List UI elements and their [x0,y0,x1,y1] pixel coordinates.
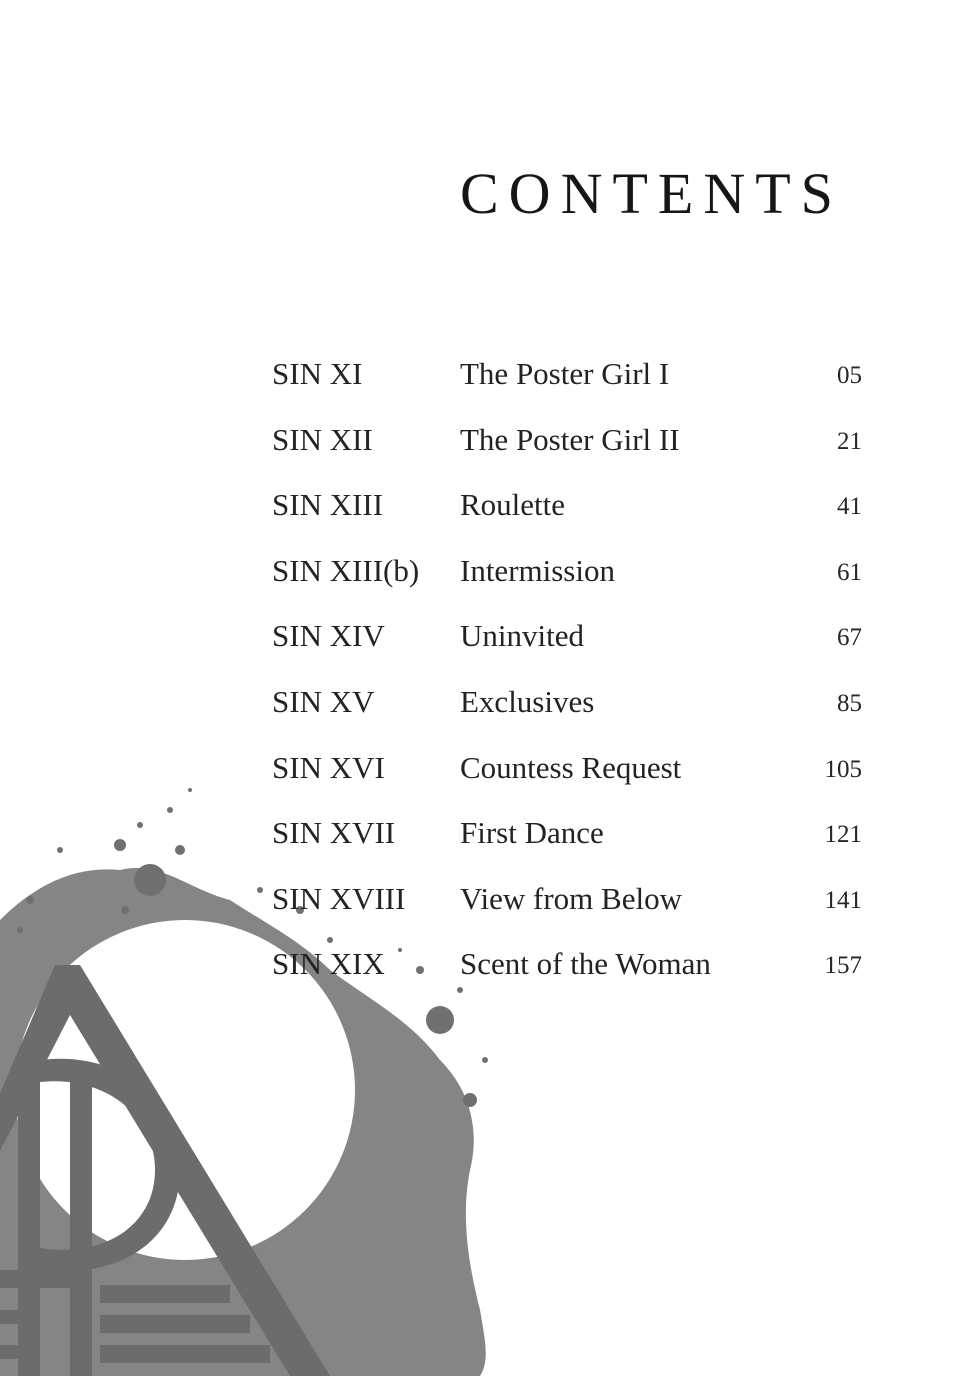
toc-page-number: 121 [824,821,862,849]
toc-chapter-title: The Poster Girl II [460,421,680,457]
toc-entry[interactable] [272,805,862,871]
toc-sin-number: SIN XIII [272,487,384,523]
toc-sin-number: SIN XIX [272,946,385,982]
table-of-contents [272,346,862,1002]
toc-chapter-title: First Dance [460,815,604,851]
toc-entry[interactable] [272,740,862,806]
toc-chapter-title: The Poster Girl I [460,356,670,391]
toc-sin-number: SIN XVIII [272,880,406,916]
toc-entry[interactable] [272,477,862,543]
toc-page-number: 157 [824,952,862,980]
toc-page-number: 67 [837,624,862,652]
toc-page-number: 105 [824,755,862,783]
toc-sin-number: SIN XI [272,356,363,391]
toc-chapter-title: Scent of the Woman [460,946,711,982]
toc-sin-number: SIN XIII(b) [272,552,420,588]
toc-sin-number: SIN XV [272,683,375,719]
toc-sin-number: SIN XII [272,421,373,457]
toc-sin-number: SIN XVII [272,815,396,851]
toc-page-number: 21 [837,427,862,455]
toc-entry[interactable] [272,608,862,674]
toc-chapter-title: Countess Request [460,749,682,785]
toc-entry[interactable] [272,412,862,478]
toc-entry[interactable] [272,346,862,412]
toc-page-number: 141 [824,886,862,914]
toc-chapter-title: Uninvited [460,618,584,654]
toc-chapter-title: Intermission [460,552,615,588]
toc-entry[interactable] [272,543,862,609]
toc-chapter-title: View from Below [460,880,682,916]
toc-chapter-title: Exclusives [460,683,595,719]
toc-page-number: 41 [837,493,862,521]
toc-sin-number: SIN XIV [272,618,385,654]
toc-chapter-title: Roulette [460,487,566,523]
toc-sin-number: SIN XVI [272,749,385,785]
page-title: CONTENTS [460,161,843,226]
toc-entry[interactable] [272,936,862,1002]
toc-page-number: 05 [837,362,862,389]
toc-entry[interactable] [272,871,862,937]
toc-page-number: 61 [837,558,862,586]
toc-entry[interactable] [272,674,862,740]
toc-page-number: 85 [837,689,862,717]
